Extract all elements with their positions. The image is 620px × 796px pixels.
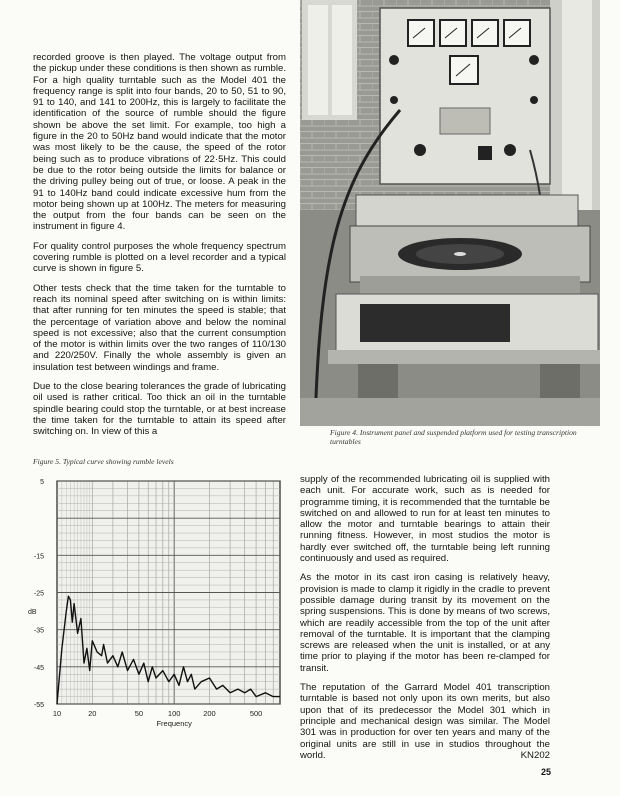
figure-4-photo (300, 0, 600, 426)
y-tick-label: -15 (33, 553, 44, 561)
paragraph: The reputation of the Garrard Model 401 transcription turntable is based not only upon its own merits, but also upon that of its predecessor the Model 301 which in principle and mechanical design was similar. The Model 301 was in production for over ten years and many of the original units are still in use in studios throughout the world. (300, 682, 550, 761)
test-rig-photo (300, 0, 600, 426)
left-text-column (33, 52, 286, 446)
x-tick-label: 20 (88, 709, 97, 718)
x-tick-label: 500 (249, 709, 263, 718)
paragraph: Other tests check that the time taken for the turntable to reach its nominal speed after switching on is within limits: that after running for ten minutes the speed is stable; that the percentage of variation above and below the nominal speed is not excessive; also that the current consumption of the motor is within limits over the two ranges of 110/130 and 220/250V. Finally the whole assembly is given an insulation test between windings and frame. (33, 282, 286, 373)
rumble-chart-svg (22, 468, 292, 768)
rumble-chart (22, 468, 292, 768)
paragraph: As the motor in its cast iron casing is relatively heavy, provision is made to clamp it rigidly in the cradle to prevent possible damage during transit by its movement on the spring suspensions. This is done by means of two screws, which are readily accessible from the top of the unit after removal of the turntable. It is important that the clamping screws are released when the unit is installed, or at any time prior to playing if the motor has been re-clamped for transit. (300, 572, 550, 674)
y-tick-label: -35 (33, 627, 44, 635)
paragraph: Due to the close bearing tolerances the grade of lubricating oil used is rather critical. Too thick an oil in the turntable spindle bearing could stop the turntable, or at best increase the time taken for the turntable to attain its speed after switching on. In view of this a (33, 381, 286, 438)
x-tick-label: 100 (167, 709, 181, 718)
figure-5-caption: Figure 5. Typical curve showing rumble levels (33, 457, 174, 466)
figure-4-caption: Figure 4. Instrument panel and suspended platform used for testing transcription turntables (330, 428, 577, 446)
x-tick-label: 10 (52, 709, 62, 718)
y-axis-label: dB (28, 609, 37, 617)
x-tick-label: 200 (203, 709, 216, 718)
y-tick-label: -45 (33, 664, 44, 672)
page-number: 25 (541, 767, 552, 777)
x-tick-label: 50 (134, 709, 144, 718)
y-tick-label: -55 (33, 702, 44, 709)
y-tick-label: -25 (33, 590, 44, 598)
paragraph: recorded groove is then played. The voltage output from the pickup under these conditions is then shown as rumble. For a high quality turntable such as the Model 401 the frequency range is split into four bands, 20 to 50, 51 to 90, 91 to 140, and 141 to 200Hz, this is largely to facilitate the identification of the source of rumble should the figure shown be above the set limit. For example, too high a figure in the 20 to 50Hz band would indicate that the motor was most likely to be the cause, the speed of the rotor being such as to produce vibrations of 22·5Hz. This could be due to the rotor being outside the limits for balance or the driving pulley being out of true, or loose. A peak in the 91 to 140Hz band could indicate excessive hum from the motor being shown up at 100Hz. The meters for measuring the output from the four bands can be seen on the instrument in figure 4. (33, 52, 286, 233)
y-tick-label: 5 (40, 479, 44, 486)
signoff: KN202 (520, 750, 550, 762)
paragraph: supply of the recommended lubricating oil is supplied with each unit. For accurate work, such as is needed for programme timing, it is recommended that the turntable be switched on and allowed to run for at least ten minutes to allow the motor and turntable bearings to attain their running fitness. However, in most studios the motor is hardly ever switched off, the turntable being left running continuously and used as required. (300, 474, 550, 565)
paragraph: For quality control purposes the whole frequency spectrum covering rumble is plotted on a level recorder and a typical curve is shown in figure 5. (33, 240, 286, 275)
x-axis-label: Frequency (156, 719, 192, 728)
right-text-column (300, 474, 550, 761)
